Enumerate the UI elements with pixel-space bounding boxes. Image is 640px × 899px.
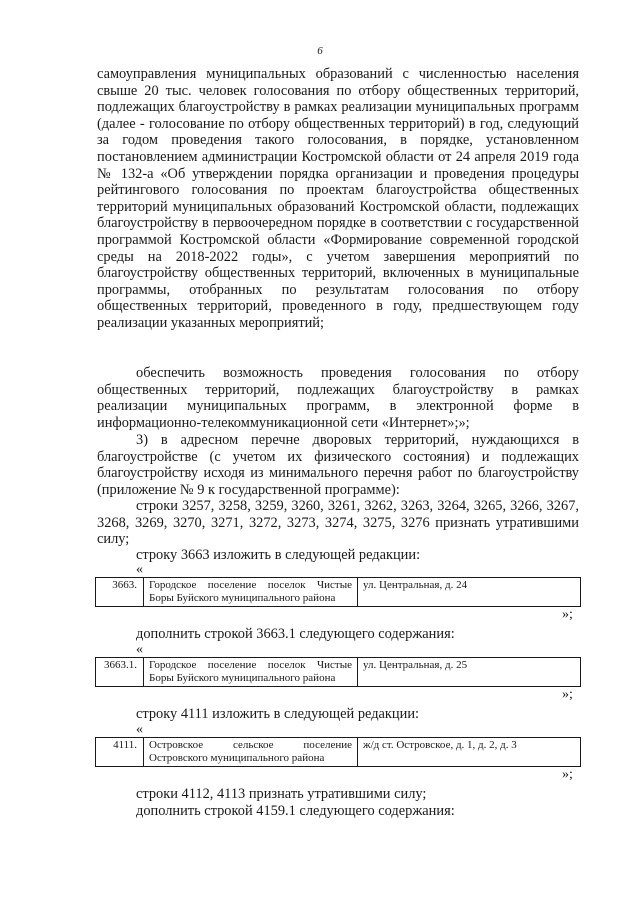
closing-quote: »; [562,767,573,782]
paragraph-address-list: 3) в адресном перечне дворовых территорий, нуждающихся в благоустройстве (с учетом их физического состояния) и подлежащих благоустройству исходя из минимального перечня работ по благоустройству (приложение № 9 к государственной программе): [97,432,579,498]
table-row [96,658,581,687]
opening-quote: « [136,562,143,577]
table-row-4111 [95,737,581,767]
paragraph-row-4111-edit: строку 4111 изложить в следующей редакции: [136,706,420,722]
table-row-3663-1 [95,657,581,687]
row-municipality: Островское сельское поселение Островского муниципального района [144,738,358,767]
paragraph-rows-repealed: строки 3257, 3258, 3259, 3260, 3261, 3262, 3263, 3264, 3265, 3266, 3267, 3268, 3269, 3270, 3271, 3272, 3273, 3274, 3275, 3276 признать утратившими силу; [97,498,579,548]
opening-quote: « [136,722,143,737]
row-municipality: Городское поселение поселок Чистые Боры Буйского муниципального района [144,658,358,687]
row-number: 3663.1. [96,658,144,687]
table-row [96,738,581,767]
opening-quote: « [136,642,143,657]
row-address: ж/д ст. Островское, д. 1, д. 2, д. 3 [358,738,581,767]
row-number: 4111. [96,738,144,767]
table-row-3663 [95,577,581,607]
row-address: ул. Центральная, д. 25 [358,658,581,687]
paragraph-election-procedure: самоуправления муниципальных образований с численностью населения свыше 20 тыс. человек голосования по отбору общественных территорий, подлежащих благоустройству в рамках реализации муниципальных программ (далее - голосование по отбору общественных территорий) в год, следующий за годом проведения такого голосования, в порядке, установленном постановлением администрации Костромской области от 24 апреля 2019 года № 132-а «Об утверждении порядка организации и проведения процедуры рейтингового голосования по проектам благоустройства общественных территорий муниципальных образований Костромской области, подлежащих благоустройству в первоочередном порядке в соответствии с государственной программой Костромской области «Формирование современной городской среды на 2018-2022 годы», с учетом завершения мероприятий по благоустройству общественных территорий, включенных в муниципальные программы, отобранных по результатам голосования по отбору общественных территорий, проведенного в году, предшествующем году реализации указанных мероприятий; [97,66,579,331]
paragraph-row-3663-edit: строку 3663 изложить в следующей редакции: [136,547,421,563]
row-number: 3663. [96,578,144,607]
row-address: ул. Центральная, д. 24 [358,578,581,607]
paragraph-row-3663-1-add: дополнить строкой 3663.1 следующего содержания: [136,626,455,642]
row-municipality: Городское поселение поселок Чистые Боры Буйского муниципального района [144,578,358,607]
closing-quote: »; [562,687,573,702]
paragraph-rows-4112-4113-repealed: строки 4112, 4113 признать утратившими силу; [136,786,427,802]
page-number: 6 [317,45,323,57]
paragraph-electronic-voting: обеспечить возможность проведения голосования по отбору общественных территорий, подлежащих благоустройству в рамках реализации муниципальных программ, в электронной форме в информационно-телекоммуникационной сети «Интернет»;»; [97,365,579,431]
paragraph-row-4159-1-add: дополнить строкой 4159.1 следующего содержания: [136,803,455,819]
table-row [96,578,581,607]
closing-quote: »; [562,607,573,622]
